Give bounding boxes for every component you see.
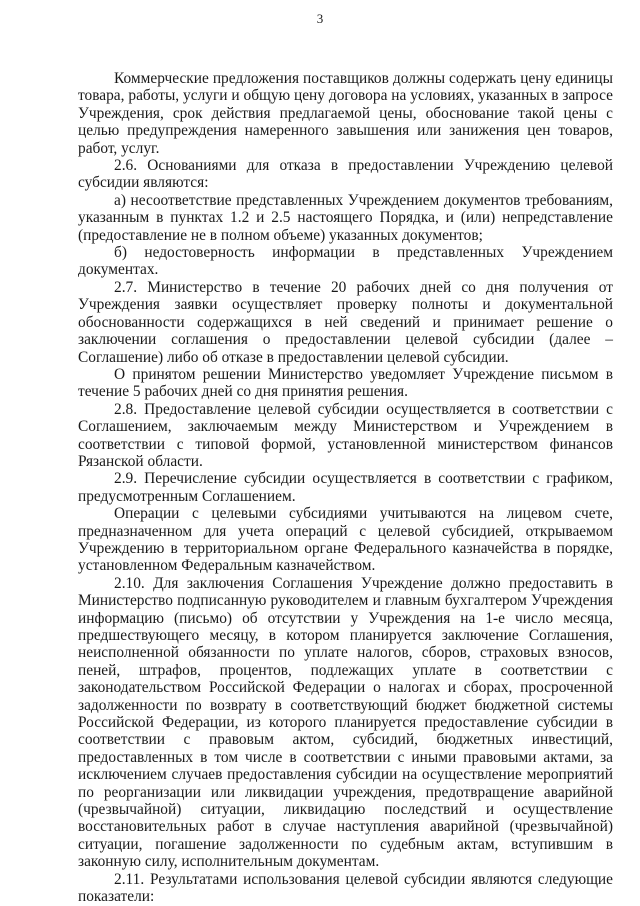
paragraph-2-7: 2.7. Министерство в течение 20 рабочих дней со дня получения от Учреждения заявки осуществляет проверку полноты и документальной обоснованности содержащихся в ней сведений и принимает решение о заключении соглашения о предоставлении целевой субсидии (далее – Соглашение) либо об отказе в предоставлении целевой субсидии. <box>78 278 613 366</box>
document-body <box>78 70 613 906</box>
paragraph-2-6-a: а) несоответствие представленных Учреждением документов требованиям, указанным в пунктах 1.2 и 2.5 настоящего Порядка, и (или) непредставление (предоставление не в полном объеме) указанных документов; <box>78 191 613 244</box>
paragraph-2-10: 2.10. Для заключения Соглашения Учреждение должно предоставить в Министерство подписанную руководителем и главным бухгалтером Учреждения информацию (письмо) об отсутствии у Учреждения на 1-е число месяца, предшествующего месяцу, в котором планируется заключение Соглашения, неисполненной обязанности по уплате налогов, сборов, страховых взносов, пеней, штрафов, процентов, подлежащих уплате в соответствии с законодательством Российской Федерации о налогах и сборах, просроченной задолженности по возврату в соответствующий бюджет бюджетной системы Российской Федерации, из которого планируется предоставление субсидии в соответствии с правовым актом, субсидий, бюджетных инвестиций, предоставленных в том числе в соответствии с иными правовыми актами, за исключением случаев предоставления субсидии на осуществление мероприятий по реорганизации или ликвидации учреждения, предотвращение аварийной (чрезвычайной) ситуации, ликвидацию последствий и осуществление восстановительных работ в случае наступления аварийной (чрезвычайной) ситуации, погашение задолженности по судебным актам, вступившим в законную силу, исполнительным документам. <box>78 574 613 871</box>
paragraph-2-8: 2.8. Предоставление целевой субсидии осуществляется в соответствии с Соглашением, заключаемым между Министерством и Учреждением в соответствии с типовой формой, установленной министерством финансов Рязанской области. <box>78 400 613 470</box>
paragraph-2-7-notification: О принятом решении Министерство уведомляет Учреждение письмом в течение 5 рабочих дней со дня принятия решения. <box>78 365 613 401</box>
paragraph-2-9-operations: Операции с целевыми субсидиями учитываются на лицевом счете, предназначенном для учета операций с целевой субсидией, открываемом Учреждению в территориальном органе Федерального казначейства в порядке, установленном Федеральным казначейством. <box>78 505 613 575</box>
paragraph-commercial-offers: Коммерческие предложения поставщиков должны содержать цену единицы товара, работы, услуги и общую цену договора на условиях, указанных в запросе Учреждения, срок действия предлагаемой цены, обоснование такой цены с целью предупреждения намеренного завышения или занижения цен товаров, работ, услуг. <box>78 70 613 157</box>
paragraph-2-9: 2.9. Перечисление субсидии осуществляется в соответствии с графиком, предусмотренным Соглашением. <box>78 470 613 505</box>
paragraph-2-6-b: б) недостоверность информации в представленных Учреждением документах. <box>78 244 613 279</box>
paragraph-2-6-refusal-grounds: 2.6. Основаниями для отказа в предоставлении Учреждению целевой субсидии являются: <box>78 157 613 192</box>
page-number: 3 <box>316 11 324 26</box>
paragraph-2-11: 2.11. Результатами использования целевой субсидии являются следующие показатели: <box>78 870 613 906</box>
